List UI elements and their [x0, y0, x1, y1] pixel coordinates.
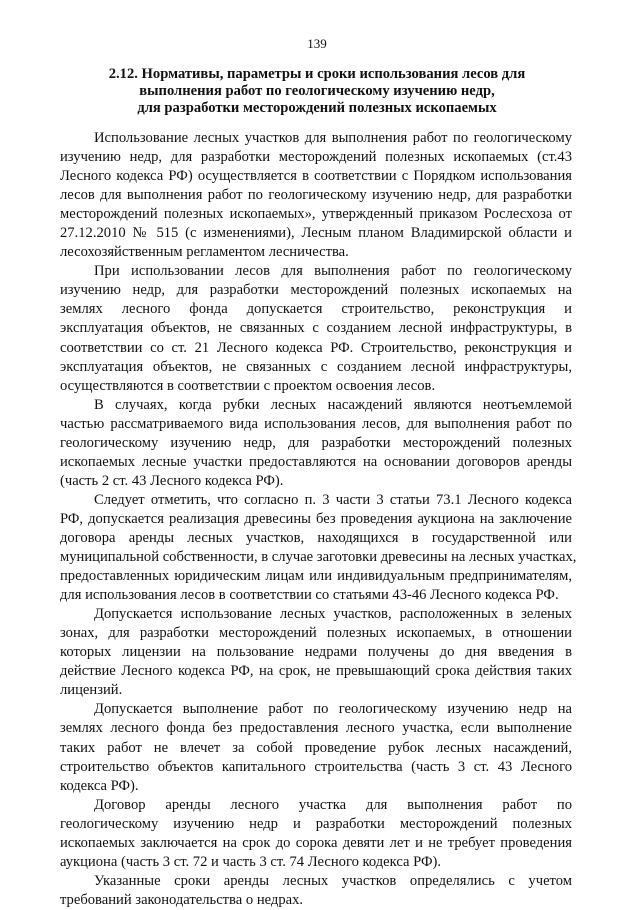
paragraph — [60, 700, 572, 795]
text-line: Допускается выполнение работ по геологическому изучению недр на — [94, 701, 572, 718]
heading-line: для разработки месторождений полезных ископаемых — [137, 100, 497, 116]
text-line: требований законодательства о недрах. — [60, 891, 304, 908]
body-text — [60, 129, 577, 910]
heading-line: выполнения работ по геологическому изучению недр, — [139, 83, 495, 99]
text-line: Допускается использование лесных участков, расположенных в зеленых — [94, 606, 572, 623]
text-line: лицензий. — [60, 682, 123, 699]
text-line: таких работ не влечет за собой проведение рубок лесных насаждений, — [60, 739, 572, 756]
text-line: Следует отметить, что согласно п. 3 части 3 статьи 73.1 Лесного кодекса — [94, 491, 572, 508]
text-line: для использования лесов в соответствии со статьями 43-46 Лесного кодекса РФ. — [60, 587, 559, 604]
text-line: изучению недр, для разработки месторождений полезных ископаемых на — [60, 282, 572, 299]
paragraph — [60, 262, 572, 395]
text-line: осуществляются в соответствии с проектом освоения лесов. — [60, 377, 436, 394]
text-line: ископаемых заключается на срок до сорока девяти лет и не требует проведения — [60, 834, 572, 851]
section-heading — [62, 66, 572, 117]
page-number: 139 — [307, 36, 327, 51]
paragraph — [60, 605, 572, 700]
paragraph — [60, 491, 577, 605]
text-line: В случаях, когда рубки лесных насаждений являются неотъемлемой — [94, 396, 572, 413]
text-line: лесов для выполнения работ по геологическому изучению недр, для разработки — [60, 187, 572, 204]
text-line: Договор аренды лесного участка для выполнения работ по — [94, 796, 572, 813]
text-line: геологическому изучению недр, для разработки месторождений полезных — [60, 434, 572, 451]
text-line: РФ, допускается реализация древесины без проведения аукциона на заключение — [60, 510, 572, 527]
paragraph — [60, 396, 572, 491]
text-line: 27.12.2010 № 515 (с изменениями), Лесным планом Владимирской области и — [60, 225, 572, 242]
heading-line: 2.12. Нормативы, параметры и сроки использования лесов для — [108, 66, 526, 82]
text-line: эксплуатация объектов, не связанных с созданием лесной инфраструктуры, в — [60, 320, 572, 337]
text-line: изучению недр, для разработки месторождений полезных ископаемых (ст.43 — [60, 149, 572, 166]
text-line: которых лицензии на пользование недрами получены до дня введения в — [60, 644, 572, 661]
text-line: муниципальной собственности, в случае заготовки древесины на лесных участках, — [60, 549, 577, 566]
text-line: договора аренды лесных участков, находящихся в государственной или — [60, 529, 572, 546]
text-line: Использование лесных участков для выполнения работ по геологическому — [94, 130, 572, 146]
text-line: действие Лесного кодекса РФ, на срок, не превышающий срока действия таких — [60, 663, 572, 680]
paragraph — [60, 796, 572, 872]
text-line: землях лесного фонда без предоставления лесного участка, если выполнение — [60, 720, 572, 737]
text-line: строительство объектов капитального строительства (часть 3 ст. 43 Лесного — [60, 758, 572, 775]
text-line: При использовании лесов для выполнения работ по геологическому — [94, 263, 572, 280]
text-line: кодекса РФ). — [60, 777, 139, 794]
text-line: Указанные сроки аренды лесных участков определялись с учетом — [94, 872, 572, 889]
text-line: ископаемых лесные участки предоставляются на основании договоров аренды — [60, 453, 572, 470]
text-line: соответствии со ст. 21 Лесного кодекса РФ. Строительство, реконструкция и — [60, 339, 572, 356]
text-line: эксплуатация объектов, не связанных с созданием лесной инфраструктуры, — [60, 358, 572, 375]
text-line: предоставленных юридическим лицам или индивидуальным предпринимателям, — [60, 568, 572, 585]
paragraph — [60, 872, 572, 910]
text-line: лесохозяйственным регламентом лесничества. — [60, 244, 349, 261]
paragraph — [60, 129, 572, 262]
text-line: зонах, для разработки месторождений полезных ископаемых, в отношении — [60, 625, 572, 642]
text-line: землях лесного фонда допускается строительство, реконструкция и — [60, 301, 572, 318]
text-line: аукциона (часть 3 ст. 72 и часть 3 ст. 74 Лесного кодекса РФ). — [60, 853, 442, 870]
text-line: геологическому изучению недр и разработки месторождений полезных — [60, 815, 572, 832]
text-line: (часть 2 ст. 43 Лесного кодекса РФ). — [60, 472, 284, 489]
text-line: частью рассматриваемого вида использования лесов, для выполнения работ по — [60, 415, 572, 432]
text-line: месторождений полезных ископаемых», утвержденный приказом Рослесхоза от — [60, 206, 572, 223]
text-line: Лесного кодекса РФ) осуществляется в соответствии с Порядком использования — [60, 168, 572, 185]
